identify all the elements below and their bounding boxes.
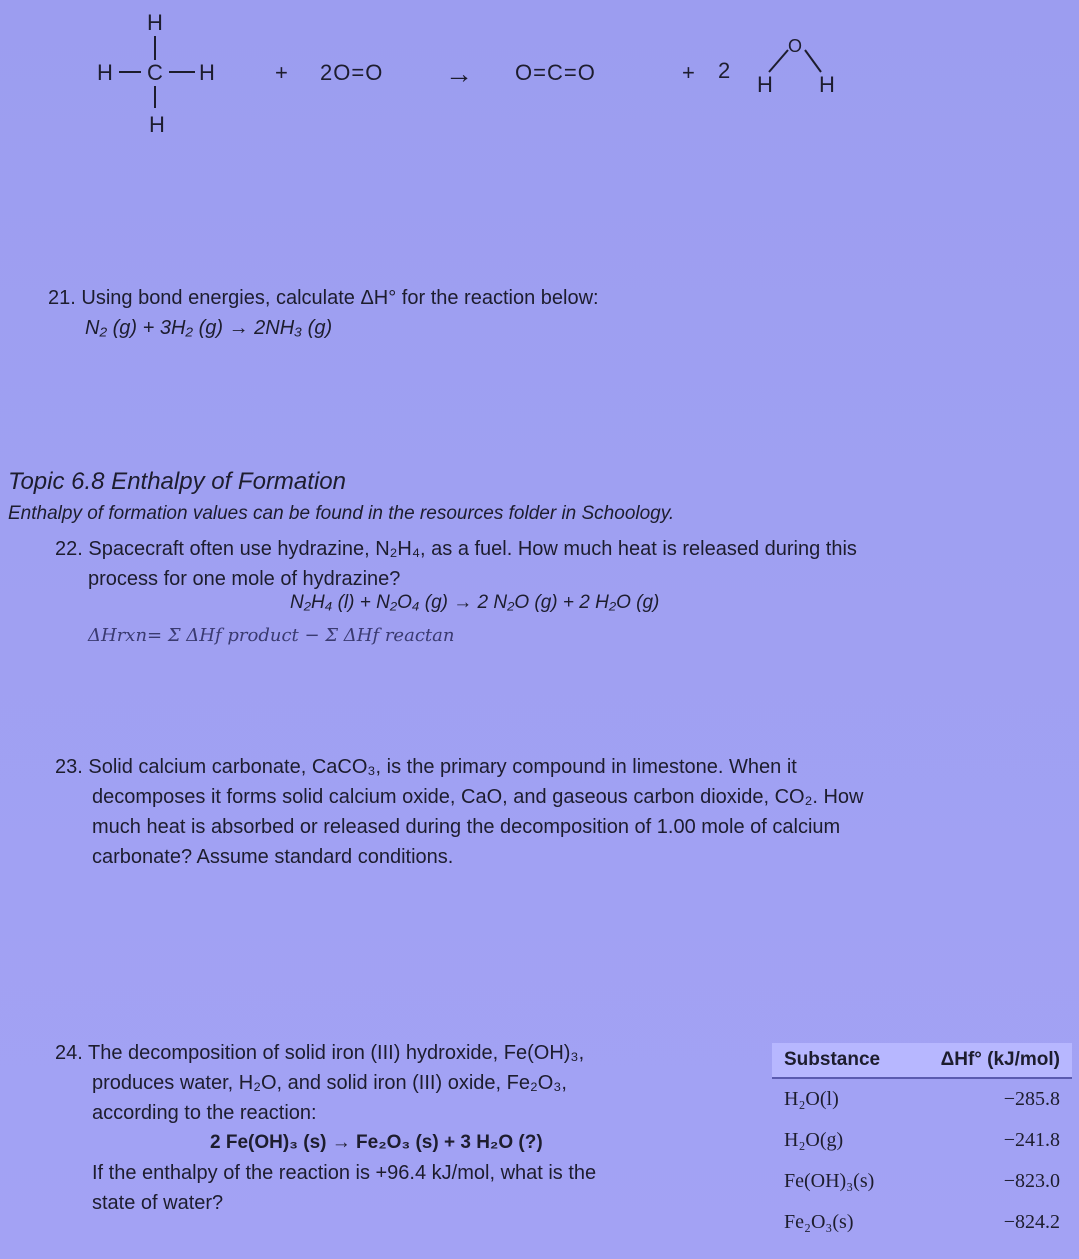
- question-23-line2: decomposes it forms solid calcium oxide, CaO, and gaseous carbon dioxide, CO₂. How: [92, 786, 864, 808]
- table-header-enthalpy: ΔHf° (kJ/mol): [909, 1043, 1072, 1078]
- table-cell-value: −241.8: [1003, 1129, 1060, 1151]
- question-23-number: 23.: [55, 756, 83, 778]
- question-21: [48, 283, 948, 343]
- table-cell-substance: H₂O(l): [784, 1088, 839, 1110]
- question-23-line4: carbonate? Assume standard conditions.: [92, 846, 454, 868]
- question-21-number: 21.: [48, 287, 76, 309]
- methane-h-top: H: [147, 10, 164, 35]
- reaction-arrow: →: [445, 58, 474, 89]
- question-22-equation: N₂H₄ (l) + N₂O₄ (g) → 2 N₂O (g) + 2 H₂O (g): [290, 592, 660, 613]
- methane-c: C: [147, 60, 164, 85]
- question-21-text: Using bond energies, calculate ΔH° for the reaction below:: [81, 287, 599, 309]
- question-23-line3: much heat is absorbed or released during the decomposition of 1.00 mole of calcium: [92, 816, 841, 838]
- question-21-equation: N₂ (g) + 3H₂ (g) → 2NH₃ (g): [85, 317, 333, 339]
- table-cell-substance: H₂O(g): [784, 1129, 844, 1151]
- methane-h-bottom: H: [149, 112, 166, 137]
- question-22: [55, 534, 1075, 594]
- table-cell-value: −823.0: [1003, 1170, 1060, 1192]
- question-22-number: 22.: [55, 538, 83, 560]
- question-24-line2: produces water, H₂O, and solid iron (III) oxide, Fe₂O₃,: [92, 1072, 567, 1094]
- question-22-line1: Spacecraft often use hydrazine, N₂H₄, as a fuel. How much heat is released during this: [88, 538, 857, 560]
- water-o: O: [788, 36, 804, 56]
- question-24-equation: 2 Fe(OH)₃ (s) → Fe₂O₃ (s) + 3 H₂O (?): [210, 1132, 543, 1153]
- question-22-line2: process for one mole of hydrazine?: [88, 568, 401, 590]
- table-header-row: [772, 1043, 1072, 1078]
- methane-bonds: [95, 10, 265, 140]
- question-24-line1: The decomposition of solid iron (III) hydroxide, Fe(OH)₃,: [88, 1042, 585, 1064]
- handwritten-formula: ΔHrxn= Σ ΔHf product − Σ ΔHf reactan: [88, 625, 455, 646]
- table-cell-value: −285.8: [1003, 1088, 1060, 1110]
- water-structure: [755, 36, 845, 106]
- table-row: [772, 1202, 1072, 1243]
- enthalpy-table: [772, 1043, 1072, 1243]
- methane-h-right: H: [199, 60, 216, 85]
- table-cell-substance: Fe(OH)₃(s): [784, 1170, 875, 1192]
- methane-h-left: H: [97, 60, 114, 85]
- question-24-line3: according to the reaction:: [92, 1102, 317, 1124]
- table-cell-value: −824.2: [1003, 1211, 1060, 1233]
- table-row: [772, 1120, 1072, 1161]
- question-24-line4: If the enthalpy of the reaction is +96.4 kJ/mol, what is the: [92, 1162, 597, 1184]
- water-coefficient: 2: [718, 58, 732, 83]
- methane-structure: [95, 10, 265, 140]
- table-header-substance: Substance: [772, 1043, 909, 1078]
- water-h-right: H: [819, 72, 836, 97]
- topic-title: Topic 6.8 Enthalpy of Formation: [8, 468, 346, 495]
- co2-molecule: O=C=O: [515, 60, 596, 85]
- topic-note: Enthalpy of formation values can be found in the resources folder in Schoology.: [8, 503, 675, 524]
- question-23-line1: Solid calcium carbonate, CaCO₃, is the primary compound in limestone. When it: [88, 756, 797, 778]
- question-24-number: 24.: [55, 1042, 83, 1064]
- question-23: [55, 752, 1065, 872]
- question-24: [55, 1038, 715, 1218]
- water-h-left: H: [757, 72, 774, 97]
- table-cell-substance: Fe₂O₃(s): [784, 1211, 854, 1233]
- table-row: [772, 1161, 1072, 1202]
- oxygen-molecule: 2O=O: [320, 60, 384, 85]
- table-row: [772, 1078, 1072, 1120]
- plus-sign-1: +: [275, 60, 289, 85]
- plus-sign-2: +: [682, 60, 696, 85]
- question-24-line5: state of water?: [92, 1192, 224, 1214]
